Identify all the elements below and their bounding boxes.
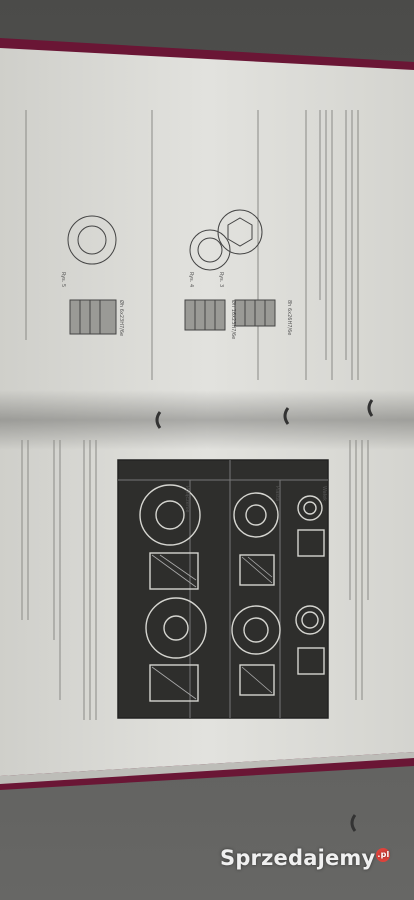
fig4-code: Øh 16x23H7/6e bbox=[230, 300, 236, 340]
fig5-code: Øh 6x23H7/6e bbox=[118, 300, 124, 337]
table-header-walek: Wałek bbox=[321, 486, 327, 502]
fig3-label: Rys. 3 bbox=[218, 272, 224, 288]
fig4-label: Rys. 4 bbox=[188, 272, 194, 288]
spine-shadow bbox=[0, 390, 414, 450]
fig3-code: 8h 6x26H7/6e bbox=[286, 300, 292, 336]
table-header-piasta: Piasta bbox=[274, 486, 280, 501]
table-header-polaczenie: Połączenie bbox=[184, 486, 190, 513]
drawings-table bbox=[118, 460, 328, 718]
watermark-suffix: .pl bbox=[376, 848, 390, 862]
sprzedajemy-watermark bbox=[220, 846, 390, 870]
watermark-brand: Sprzedajemy bbox=[220, 846, 376, 870]
fig5-label: Rys. 5 bbox=[60, 272, 66, 288]
